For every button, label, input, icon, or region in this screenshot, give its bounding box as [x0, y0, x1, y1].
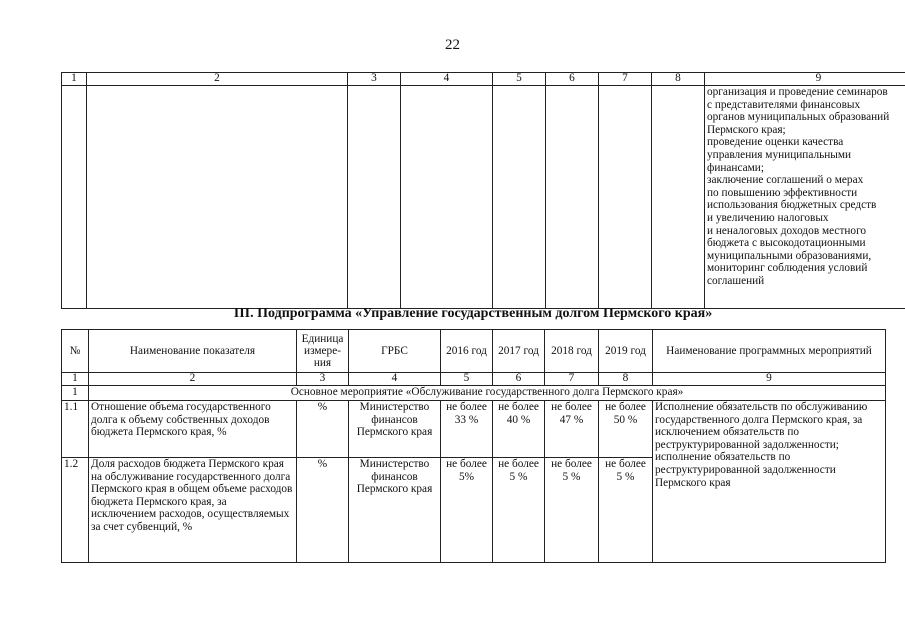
empty-cell: [87, 86, 348, 309]
empty-cell: [493, 86, 546, 309]
program-measures-cell: организация и проведение семинаров с представителями финансовых органов муниципальных образований Пермского края; проведение оценки качества управления муниципальными финансами; заключение соглашений о мерах по повышению эффективности использования бюджетных средств и увеличению налоговых и неналоговых доходов местного бюджета с высокодотационными муниципальными образованиями, мониторинг соблюдения условий соглашений: [705, 86, 905, 309]
column-number: 6: [493, 373, 545, 386]
value-2019: не более 5 %: [599, 458, 653, 563]
value-2016: не более 5%: [441, 458, 493, 563]
header-grbs: ГРБС: [349, 330, 441, 373]
section-row: [62, 386, 886, 401]
column-number: 1: [62, 73, 87, 86]
indicator-name: Отношение объема государственного долга к объему собственных доходов бюджета Пермского края, %: [89, 401, 297, 458]
header-2019: 2019 год: [599, 330, 653, 373]
column-number: 7: [599, 73, 652, 86]
column-number: 9: [653, 373, 886, 386]
value-2016: не более 33 %: [441, 401, 493, 458]
header-row: [62, 330, 886, 373]
value-2018: не более 5 %: [545, 458, 599, 563]
table-row: [62, 86, 905, 309]
header-2016: 2016 год: [441, 330, 493, 373]
header-unit: Единица измере-ния: [297, 330, 349, 373]
indicators-table: [61, 329, 886, 563]
empty-cell: [401, 86, 493, 309]
column-number: 3: [348, 73, 401, 86]
column-number-row: [62, 373, 886, 386]
unit-cell: %: [297, 401, 349, 458]
header-indicator: Наименование показателя: [89, 330, 297, 373]
value-2019: не более 50 %: [599, 401, 653, 458]
empty-cell: [546, 86, 599, 309]
value-2018: не более 47 %: [545, 401, 599, 458]
page-number: 22: [445, 37, 460, 53]
column-number: 8: [652, 73, 705, 86]
grbs-cell: Министерство финансов Пермского края: [349, 458, 441, 563]
column-number: 4: [401, 73, 493, 86]
header-num: №: [62, 330, 89, 373]
column-number: 5: [441, 373, 493, 386]
column-number: 8: [599, 373, 653, 386]
column-number-row: [62, 73, 905, 86]
program-measures-cell: Исполнение обязательств по обслуживанию государственного долга Пермского края, за исключением обязательств по реструктурированной задолженности; исполнение обязательств по реструктурированной задолженности Пермского края: [653, 401, 886, 563]
column-number: 5: [493, 73, 546, 86]
empty-cell: [62, 86, 87, 309]
indicator-name: Доля расходов бюджета Пермского края на обслуживание государственного долга Пермского края в общем объеме расходов бюджета Пермского края, за исключением расходов, осуществляемых за счет субвенций, %: [89, 458, 297, 563]
row-num: 1.1: [62, 401, 89, 458]
header-measures: Наименование программных мероприятий: [653, 330, 886, 373]
value-2017: не более 40 %: [493, 401, 545, 458]
column-number: 3: [297, 373, 349, 386]
header-2017: 2017 год: [493, 330, 545, 373]
continuation-table: [61, 72, 905, 309]
column-number: 7: [545, 373, 599, 386]
column-number: 2: [89, 373, 297, 386]
section-num: 1: [62, 386, 89, 401]
empty-cell: [652, 86, 705, 309]
column-number: 6: [546, 73, 599, 86]
empty-cell: [599, 86, 652, 309]
column-number: 4: [349, 373, 441, 386]
header-2018: 2018 год: [545, 330, 599, 373]
section-title: III. Подпрограмма «Управление государственным долгом Пермского края»: [233, 306, 713, 321]
empty-cell: [348, 86, 401, 309]
grbs-cell: Министерство финансов Пермского края: [349, 401, 441, 458]
section-label: Основное мероприятие «Обслуживание государственного долга Пермского края»: [89, 386, 886, 401]
value-2017: не более 5 %: [493, 458, 545, 563]
column-number: 1: [62, 373, 89, 386]
column-number: 9: [705, 73, 905, 86]
table-row: [62, 401, 886, 458]
column-number: 2: [87, 73, 348, 86]
unit-cell: %: [297, 458, 349, 563]
row-num: 1.2: [62, 458, 89, 563]
